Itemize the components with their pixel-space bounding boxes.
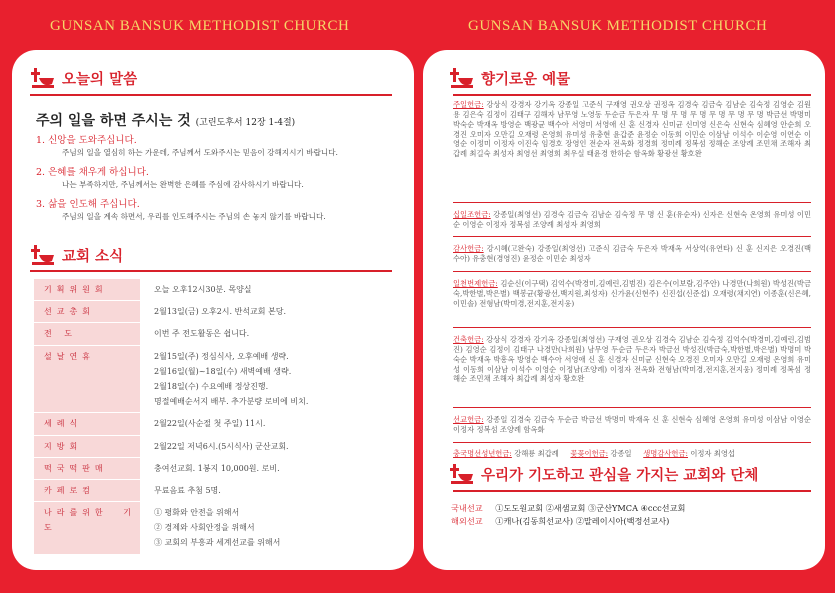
news-line: 2월13일(금) 오후2시. 반석교회 본당. (154, 307, 287, 317)
sermon-point-3-desc: 주님의 일을 계속 하면서, 우리를 인도해주시는 주님의 손 놓지 않기를 바랍니다. (62, 212, 326, 221)
sermon-reference: (고린도후서 12장 1-4절) (195, 118, 296, 128)
offerings-heading (449, 66, 570, 90)
divider (30, 94, 392, 96)
news-table (34, 278, 390, 555)
church-name-left: GUNSAN BANSUK METHODIST CHURCH (50, 18, 350, 34)
offering-names: 강상식 강경자 강기옥 강종일(최영선) 구재영 권오상 김경숙 김남순 김숙정 김억수(박경미,김예린,김범진) 김영순 김정이 김태구 나경만(나희원) 남무영 두순금 두은자 박금선 박성진(박금숙,박한별,박은별) 박명미 박숙순 박재옥 박흥옥 방영순 백수아 서영애 신 훈 신경자 신미균 신현숙 오경진 오미자 오만길 오재령 온영희 유미성 이동희 이삼남 이석수 이영순 이정남(조양례) 이정자 전옥화 전형남(박미경,전지훈,전지웅) 정미례 정복섬 정해순 조민채 조해자 최갑례 최성자 황호완 (453, 335, 811, 384)
news-value (140, 279, 390, 300)
sermon-heading-text: 오늘의 말씀 (62, 71, 138, 88)
prayer-heading-text: 우리가 기도하고 관심을 가지는 교회와 단체 (481, 467, 759, 484)
prayer-heading (449, 462, 758, 486)
news-line: 명절예배순서지 배부. 추가분량 로비에 비치. (154, 397, 309, 407)
news-line: ① 평화와 안전을 위해서 (154, 508, 240, 518)
offering-label: 건축헌금: (453, 335, 484, 344)
news-value (140, 502, 390, 554)
divider (453, 202, 811, 203)
sermon-point-3-title: 3. 삶을 인도해 주십니다. (36, 199, 140, 210)
news-line: 2월22일 저녁6시.(5시식사) 군산교회. (154, 441, 289, 451)
news-value (140, 413, 390, 434)
offering-building (453, 335, 811, 384)
offering-label: 감사헌금: (453, 244, 484, 253)
offering-misc (453, 449, 735, 459)
offering-names: 강종일 김경숙 김금숙 두순금 박금선 박명미 박재옥 신 훈 신현숙 심혜영 온영희 유미성 이삼남 이영순 이정자 정복섬 조양례 함옥화 (453, 415, 811, 434)
divider (453, 271, 811, 272)
offering-names: 강종일(최영선) 김경숙 김금숙 김남순 김숙정 무 명 신 훈(유순자) 신자은 신현숙 온영희 유미성 이민순 이영순 이정자 정복섬 조양례 최성자 최영희 (453, 210, 811, 229)
news-row (34, 436, 390, 457)
offering-names: 김순신(이구택) 김억수(박경미,김예린,김범진) 김은수(이보람,김주안) 나경만(나희원) 박성진(박금숙,박한별,박은별) 백봉균(황광선,백지원,최성자) 신가윤(신현주) 신진섭(신준섭) 오재령(채지연) 이종훈(신은혜,이민솔) 전형남(박미경,전지훈,전지웅) (453, 279, 811, 308)
news-value (140, 436, 390, 457)
news-row (34, 301, 390, 322)
sermon-point-2-desc: 나는 부족하지만, 주님께서는 완벽한 은혜를 주심에 감사하시기 바랍니다. (62, 180, 304, 189)
news-key: 설날연휴 (34, 346, 140, 413)
news-row (34, 346, 390, 413)
news-key: 나라를위한 기도 (34, 502, 140, 554)
news-line: 무료음료 추첨 5명. (154, 485, 221, 495)
sermon-point-2-title: 2. 은혜를 채우게 하십니다. (36, 167, 149, 178)
news-value (140, 458, 390, 479)
cross-chalice-icon (449, 462, 475, 486)
news-row (34, 480, 390, 501)
news-heading (30, 243, 123, 267)
news-value (140, 346, 390, 413)
right-panel (423, 50, 825, 570)
cross-chalice-icon (30, 243, 56, 267)
news-key: 전 도 (34, 323, 140, 344)
offering-sunday (453, 100, 811, 159)
offering-label: 십일조헌금: (453, 210, 491, 219)
offering-tithe (453, 210, 811, 230)
news-key: 카페로컴 (34, 480, 140, 501)
mission-row (451, 515, 685, 528)
mission-list (451, 502, 685, 527)
news-value (140, 301, 390, 322)
divider (453, 236, 811, 237)
news-line: 오늘 오후12시30분. 목양실 (154, 285, 252, 294)
news-key: 떡국떡판매 (34, 458, 140, 479)
offering-names: 이정자 최영섭 (690, 449, 735, 458)
news-key: 기획위원회 (34, 279, 140, 300)
offering-label: 일천번제헌금: (453, 279, 498, 288)
offering-label: 충국명선성년헌금: (453, 449, 512, 458)
divider (453, 442, 811, 443)
offering-label: 주일헌금: (453, 100, 484, 109)
divider (453, 94, 811, 96)
cross-chalice-icon (30, 66, 56, 90)
mission-text: ①캐나(김동희선교사) ②말레이시아(백정선교사) (495, 515, 670, 526)
divider (453, 490, 811, 492)
offering-names: 강해룡 최갑례 (514, 449, 559, 458)
cross-chalice-icon (449, 66, 475, 90)
offering-label: 선교헌금: (453, 415, 484, 424)
divider (453, 407, 811, 408)
news-key: 세례식 (34, 413, 140, 434)
news-line: ② 경제와 사회안정을 위해서 (154, 523, 255, 533)
mission-label: 국내선교 (451, 503, 483, 513)
sermon-title (36, 110, 295, 130)
left-panel (12, 50, 414, 570)
news-key: 선교총회 (34, 301, 140, 322)
sermon-heading (30, 66, 137, 90)
news-line: ③ 교회의 부흥과 세계선교를 위해서 (154, 538, 281, 548)
news-row (34, 279, 390, 300)
divider (453, 327, 811, 328)
news-row (34, 458, 390, 479)
news-value (140, 480, 390, 501)
offering-label: 꽃꽂이헌금: (570, 449, 609, 458)
divider (30, 270, 392, 272)
news-key: 지방회 (34, 436, 140, 457)
church-name-right: GUNSAN BANSUK METHODIST CHURCH (468, 18, 768, 34)
offering-label: 생명감사헌금: (643, 449, 688, 458)
news-line: 이번 주 전도활동은 쉽니다. (154, 329, 250, 339)
mission-row (451, 502, 685, 515)
news-line: 충여선교회. 1봉지 10,000원. 로비. (154, 463, 280, 473)
sermon-point-1-title: 1. 신앙을 도와주십니다. (36, 135, 137, 146)
news-line: 2월22일(사순절 첫 주일) 11시. (154, 419, 266, 429)
news-heading-text: 교회 소식 (62, 248, 124, 265)
offerings-heading-text: 향기로운 예물 (481, 71, 571, 88)
mission-label: 해외선교 (451, 515, 483, 526)
news-line: 2월15일(주) 정심식사, 오후예배 생략. (154, 351, 289, 361)
sermon-point-1-desc: 주님의 일을 열심히 하는 가운데, 주님께서 도와주시는 믿음이 강해지시기 바랍니다. (62, 148, 338, 157)
offering-mission (453, 415, 811, 435)
offering-thousand (453, 279, 811, 309)
offering-thanks (453, 244, 811, 264)
news-row (34, 413, 390, 434)
news-line: 2월18일(수) 수요예배 정상진행. (154, 381, 269, 391)
offering-names: 강시혜(고완숙) 강종일(최영선) 고준식 김금숙 두은자 박재옥 서상억(유연타) 신 훈 신지은 오경진(백수아) 유충현(경영진) 윤정순 이민순 최성자 (453, 244, 811, 263)
offering-names: 강종일 (610, 449, 632, 458)
news-line: 2월16일(월)~18일(수) 새벽예배 생략. (154, 366, 292, 376)
mission-text: ①도도원교회 ②새샘교회 ③군산YMCA ④ccc선교회 (495, 503, 686, 513)
news-value (140, 323, 390, 344)
offering-names: 강상식 강경자 강기옥 강종일 고준식 구재영 권오상 권정옥 김경숙 김금숙 김남순 김숙정 김영순 김원용 김은숙 김정이 김태구 김해자 남무영 노영동 두순금 두은자 무 명 무 명 무 명 무 명 무 명 무 명 박금선 박명미 박숙순 박재옥 방영순 백광균 백수아 서영미 서영애 신 훈 신경자 신미균 신미영 신은숙 신현숙 심혜영 안순희 오경진 오미자 오만길 오재령 온영희 유미성 유충현 윤갑준 윤정순 이동희 이민순 이삼남 이석수 이순영 이연순 이영순 이정미 이정자 이진숙 임경호 장영인 전순자 전옥화 정경희 정미례 정복섬 정해순 조양례 조민채 조해자 최갑례 최길숙 최성자 최영선 최영희 최우실 태윤경 한하순 함옥화 황광선 황호완 (453, 100, 811, 159)
news-row (34, 323, 390, 344)
news-row (34, 502, 390, 554)
sermon-title-text: 주의 일을 하면 주시는 것 (36, 113, 191, 129)
